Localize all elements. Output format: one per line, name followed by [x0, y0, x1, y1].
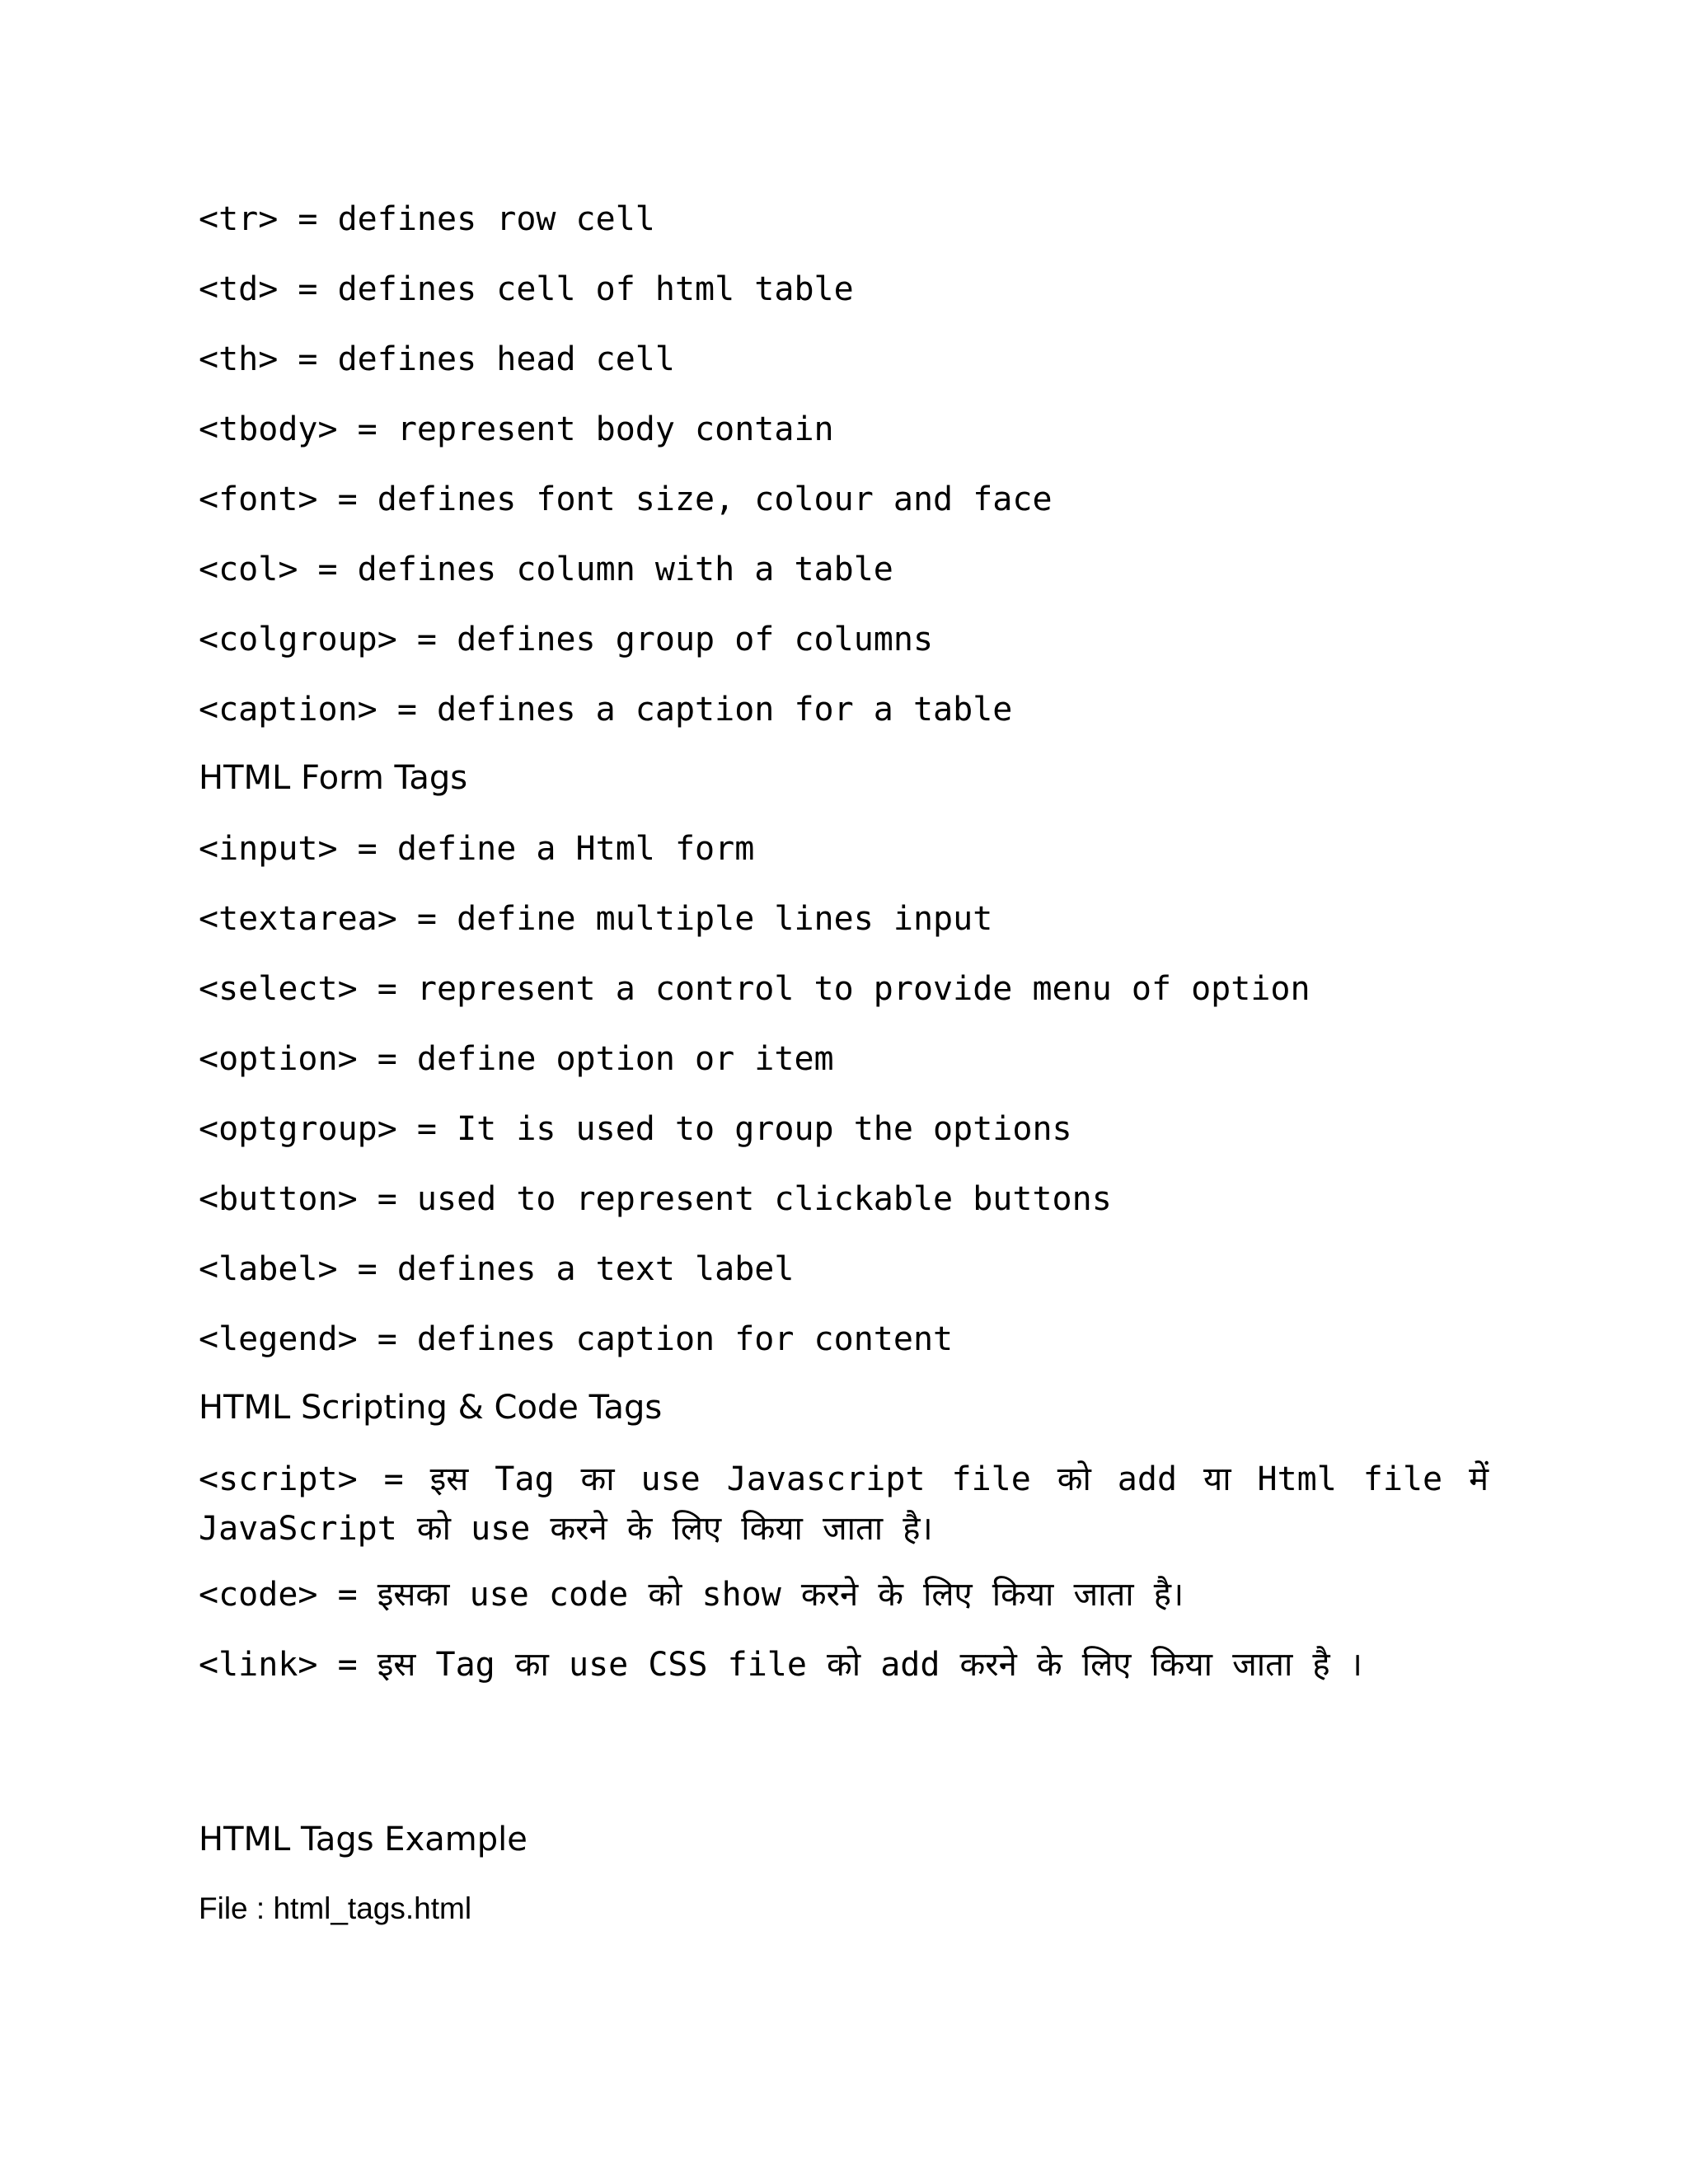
tag-line-link: <link> = इस Tag का use CSS file को add करने के लिए किया जाता है । [199, 1646, 1362, 1684]
tag-line-option: <option> = define option or item [199, 1040, 834, 1078]
tag-line-textarea: <textarea> = define multiple lines input [199, 900, 993, 938]
file-caption: File : html_tags.html [199, 1891, 472, 1925]
tag-line-input: <input> = define a Html form [199, 830, 755, 868]
tag-line-select: <select> = represent a control to provide menu of option [199, 970, 1311, 1008]
tag-line-tr: <tr> = defines row cell [199, 200, 655, 238]
tag-line-font: <font> = defines font size, colour and face [199, 480, 1053, 518]
tag-line-code: <code> = इसका use code को show करने के लिए किया जाता है। [199, 1576, 1184, 1614]
tag-line-td: <td> = defines cell of html table [199, 270, 854, 308]
tag-line-script: <script> = इस Tag का use Javascript file को add या Html file में JavaScript को use करने के लिए किया जाता है। [199, 1460, 1489, 1548]
form-tags-heading: HTML Form Tags [199, 759, 468, 797]
example-heading: HTML Tags Example [199, 1821, 528, 1858]
scripting-tags-heading: HTML Scripting & Code Tags [199, 1389, 663, 1427]
tag-line-th: <th> = defines head cell [199, 340, 675, 378]
tag-line-tbody: <tbody> = represent body contain [199, 410, 834, 448]
tag-line-label: <label> = defines a text label [199, 1250, 795, 1288]
tag-line-legend: <legend> = defines caption for content [199, 1320, 954, 1358]
tag-line-colgroup: <colgroup> = defines group of columns [199, 621, 934, 658]
tag-line-col: <col> = defines column with a table [199, 551, 893, 588]
tag-line-optgroup: <optgroup> = It is used to group the options [199, 1110, 1072, 1148]
tag-line-button: <button> = used to represent clickable buttons [199, 1180, 1112, 1218]
tag-line-caption: <caption> = defines a caption for a table [199, 691, 1013, 729]
